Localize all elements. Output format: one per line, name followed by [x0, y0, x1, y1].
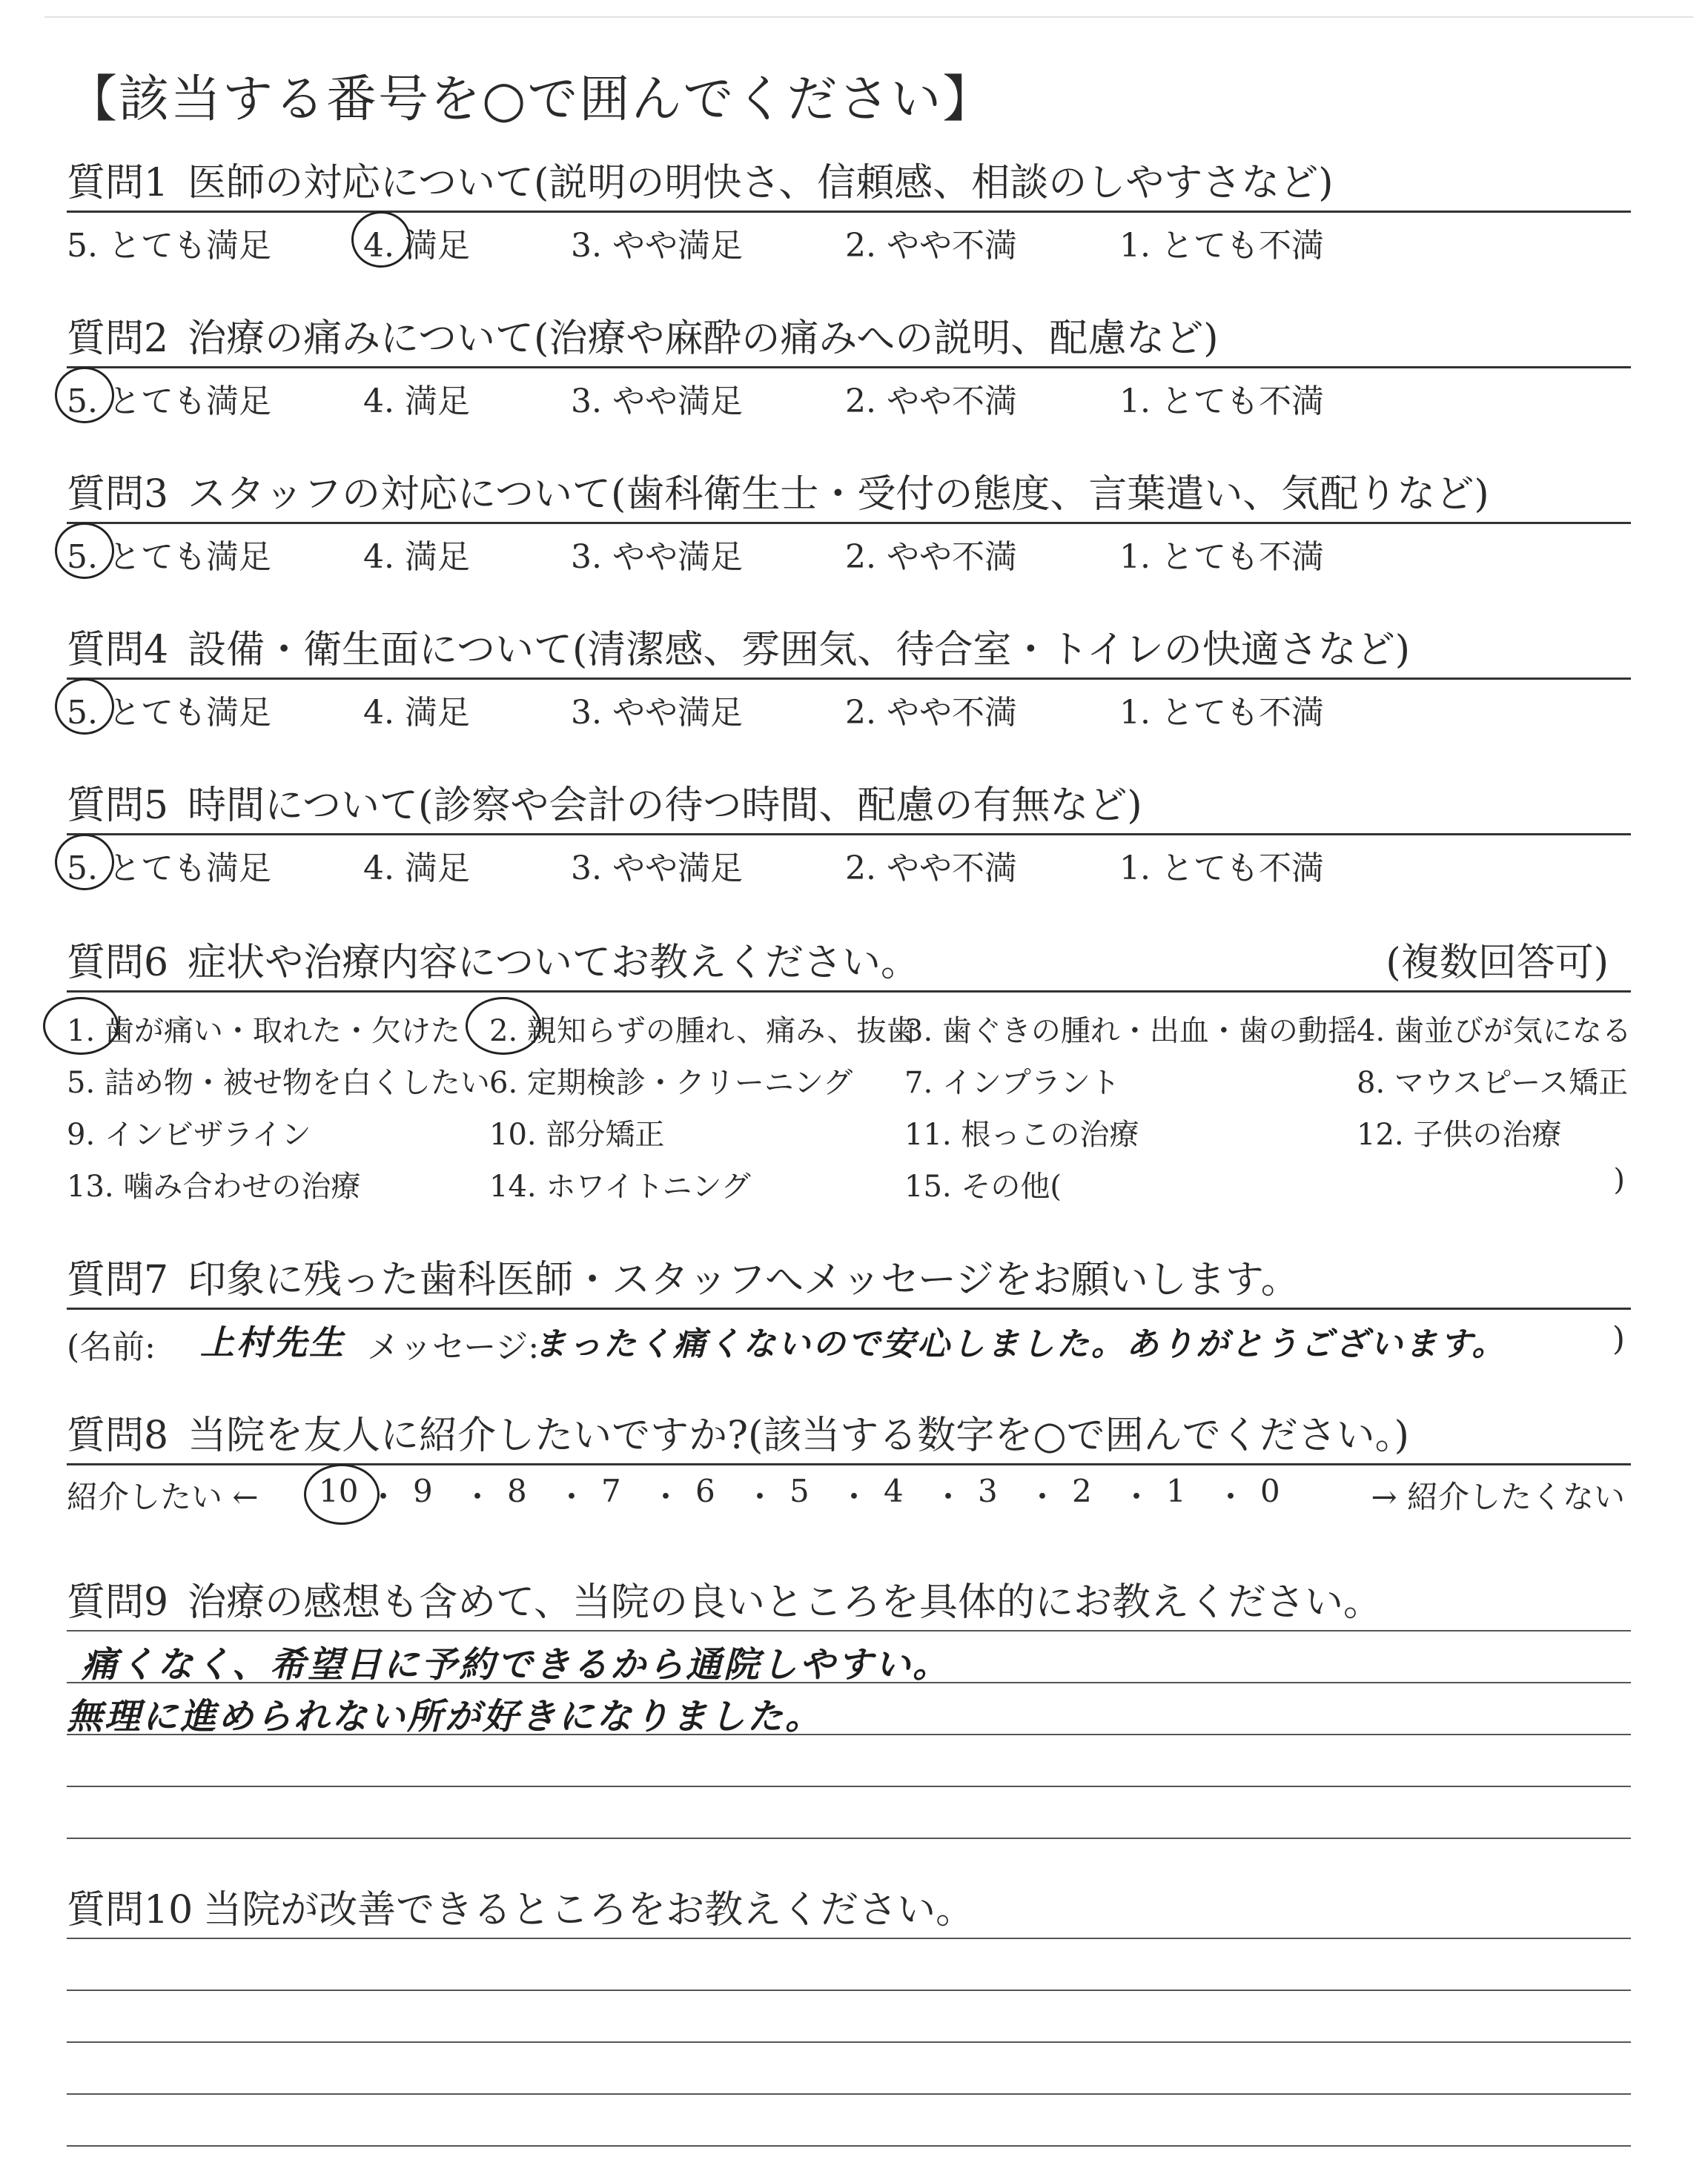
question-9: [67, 1575, 1631, 1897]
writing-line: [67, 1838, 1631, 1839]
rating-option[interactable]: 4. 満足: [363, 227, 470, 265]
question-5: [67, 778, 1631, 887]
rating-option[interactable]: 5. とても満足: [67, 382, 271, 420]
rating-option[interactable]: 3. やや満足: [571, 382, 743, 420]
symptom-option[interactable]: 9. インビザライン: [67, 1118, 311, 1152]
answer-line-1[interactable]: 痛くなく、希望日に予約できるから通院しやすい。: [82, 1644, 951, 1686]
question-number: 質問4: [67, 628, 169, 672]
question-text: スタッフの対応について(歯科衛生士・受付の態度、言葉遣い、気配りなど): [188, 472, 1489, 517]
rating-option[interactable]: 1. とても不満: [1119, 849, 1324, 887]
scale-value[interactable]: 9: [413, 1473, 433, 1509]
question-number: 質問8: [67, 1414, 169, 1458]
page-title: 【該当する番号を○で囲んでください】: [67, 70, 995, 129]
symptom-option[interactable]: 11. 根っこの治療: [904, 1118, 1139, 1152]
rating-option[interactable]: 5. とても満足: [67, 694, 271, 732]
writing-line: [67, 1786, 1631, 1787]
scale-separator: ・: [1215, 1479, 1247, 1515]
symptom-options: [67, 993, 1631, 1207]
scale-value[interactable]: 2: [1072, 1473, 1092, 1509]
close-paren: ): [1612, 1320, 1625, 1358]
symptom-option[interactable]: 10. 部分矯正: [489, 1118, 665, 1152]
rating-options: [67, 680, 1631, 732]
scale-value[interactable]: 10: [319, 1473, 359, 1509]
question-number: 質問5: [67, 784, 169, 828]
question-text: 設備・衛生面について(清潔感、雰囲気、待合室・トイレの快適さなど): [188, 628, 1411, 672]
symptom-option[interactable]: 15. その他(: [904, 1170, 1062, 1204]
question-text: 治療の感想も含めて、当院の良いところを具体的にお教えください。: [188, 1580, 1383, 1625]
rating-option[interactable]: 3. やや満足: [571, 538, 743, 576]
question-3: [67, 467, 1631, 576]
symptom-option[interactable]: 14. ホワイトニング: [489, 1170, 751, 1204]
scale-separator: ・: [462, 1479, 494, 1515]
question-number: 質問2: [67, 317, 169, 361]
scale-left-label: 紹介したい ←: [67, 1479, 259, 1515]
symptom-option[interactable]: 1. 歯が痛い・取れた・欠けた: [67, 1014, 460, 1048]
scale-value[interactable]: 0: [1260, 1473, 1280, 1509]
writing-line: [67, 2041, 1631, 2043]
answer-lines: [67, 1938, 1631, 2160]
staff-name[interactable]: 上村先生: [200, 1322, 345, 1362]
writing-line: [67, 1938, 1631, 1939]
rating-option[interactable]: 2. やや不満: [845, 227, 1017, 265]
rating-options: [67, 835, 1631, 887]
rating-option[interactable]: 5. とても満足: [67, 227, 271, 265]
symptom-option[interactable]: 12. 子供の治療: [1357, 1118, 1562, 1152]
multiple-answer-note: (複数回答可): [1386, 941, 1609, 985]
symptom-option[interactable]: 2. 親知らずの腫れ、痛み、抜歯: [489, 1014, 916, 1048]
question-6-title: [67, 935, 1631, 990]
page-top-edge: [44, 16, 1693, 18]
name-label: (名前:: [67, 1328, 156, 1366]
question-number: 質問6: [67, 941, 169, 985]
rating-option[interactable]: 4. 満足: [363, 694, 470, 732]
rating-option[interactable]: 1. とても不満: [1119, 227, 1324, 265]
scale-right-label: → 紹介したくない: [1371, 1479, 1625, 1515]
writing-line: [67, 1630, 1631, 1631]
message-line: [67, 1310, 1631, 1369]
question-number: 質問7: [67, 1258, 169, 1302]
question-text: 治療の痛みについて(治療や麻酔の痛みへの説明、配慮など): [188, 317, 1219, 361]
question-2-title: [67, 311, 1631, 366]
scale-separator: ・: [838, 1479, 870, 1515]
question-text: 印象に残った歯科医師・スタッフへメッセージをお願いします。: [188, 1258, 1300, 1302]
question-number: 質問3: [67, 472, 169, 517]
rating-option[interactable]: 1. とても不満: [1119, 694, 1324, 732]
rating-option[interactable]: 4. 満足: [363, 849, 470, 887]
rating-options: [67, 524, 1631, 576]
rating-option[interactable]: 2. やや不満: [845, 538, 1017, 576]
question-3-title: [67, 467, 1631, 522]
symptom-option[interactable]: 6. 定期検診・クリーニング: [489, 1066, 853, 1100]
rating-option[interactable]: 3. やや満足: [571, 849, 743, 887]
question-2: [67, 311, 1631, 420]
rating-option[interactable]: 5. とても満足: [67, 538, 271, 576]
scale-separator: ・: [368, 1479, 400, 1515]
rating-option[interactable]: 2. やや不満: [845, 694, 1017, 732]
writing-line: [67, 1682, 1631, 1683]
symptom-option[interactable]: 7. インプラント: [904, 1066, 1120, 1100]
question-8-title: [67, 1408, 1631, 1463]
question-text: 当院を友人に紹介したいですか?(該当する数字を○で囲んでください。): [188, 1414, 1409, 1458]
question-text: 医師の対応について(説明の明快さ、信頼感、相談のしやすさなど): [188, 161, 1334, 205]
symptom-option[interactable]: 5. 詰め物・被せ物を白くしたい: [67, 1066, 490, 1100]
writing-line: [67, 1734, 1631, 1735]
question-8: [67, 1408, 1631, 1525]
question-6: [67, 935, 1631, 1207]
question-1-title: [67, 156, 1631, 211]
question-text: 時間について(診察や会計の待つ時間、配慮の有無など): [188, 784, 1142, 828]
scale-value[interactable]: 8: [507, 1473, 527, 1509]
scale-value[interactable]: 5: [790, 1473, 810, 1509]
question-10: [67, 1883, 1631, 2160]
other-close-paren: ): [1613, 1163, 1625, 1197]
question-4-title: [67, 623, 1631, 678]
writing-line: [67, 2093, 1631, 2095]
question-text: 症状や治療内容についてお教えください。: [188, 941, 920, 985]
question-number: 質問10: [67, 1888, 193, 1932]
question-4: [67, 623, 1631, 732]
scale-value[interactable]: 7: [601, 1473, 621, 1509]
question-5-title: [67, 778, 1631, 833]
message-label: メッセージ:: [367, 1328, 540, 1366]
symptom-option[interactable]: 3. 歯ぐきの腫れ・出血・歯の動揺: [904, 1014, 1357, 1048]
rating-option[interactable]: 5. とても満足: [67, 849, 271, 887]
question-7-title: [67, 1253, 1631, 1308]
writing-line: [67, 1990, 1631, 1991]
scale-value[interactable]: 6: [695, 1473, 715, 1509]
rating-option[interactable]: 3. やや満足: [571, 694, 743, 732]
recommend-scale: [67, 1465, 1631, 1525]
question-1: [67, 156, 1631, 265]
question-10-title: [67, 1883, 1631, 1938]
symptom-option[interactable]: 4. 歯並びが気になる: [1357, 1014, 1632, 1048]
answer-line-2[interactable]: 無理に進められない所が好きになりました。: [67, 1696, 824, 1737]
message-text[interactable]: まったく痛くないので安心しました。ありがとうございます。: [534, 1325, 1507, 1363]
rating-option[interactable]: 4. 満足: [363, 382, 470, 420]
answer-lines: [67, 1630, 1631, 1897]
question-number: 質問1: [67, 161, 169, 205]
scale-separator: ・: [744, 1479, 776, 1515]
rating-option[interactable]: 4. 満足: [363, 538, 470, 576]
question-9-title: [67, 1575, 1631, 1630]
scale-separator: ・: [1027, 1479, 1059, 1515]
scale-separator: ・: [556, 1479, 588, 1515]
scale-value[interactable]: 4: [884, 1473, 904, 1509]
symptom-option[interactable]: 8. マウスピース矯正: [1357, 1066, 1629, 1100]
scale-value[interactable]: 1: [1166, 1473, 1186, 1509]
scale-separator: ・: [1121, 1479, 1153, 1515]
symptom-option[interactable]: 13. 噛み合わせの治療: [67, 1170, 361, 1204]
scale-separator: ・: [933, 1479, 964, 1515]
writing-line: [67, 2145, 1631, 2147]
rating-option[interactable]: 1. とても不満: [1119, 382, 1324, 420]
question-7: [67, 1253, 1631, 1369]
rating-option[interactable]: 3. やや満足: [571, 227, 743, 265]
rating-option[interactable]: 2. やや不満: [845, 382, 1017, 420]
scale-separator: ・: [650, 1479, 682, 1515]
rating-option[interactable]: 1. とても不満: [1119, 538, 1324, 576]
rating-options: [67, 368, 1631, 420]
question-number: 質問9: [67, 1580, 169, 1625]
rating-options: [67, 213, 1631, 265]
rating-option[interactable]: 2. やや不満: [845, 849, 1017, 887]
question-text: 当院が改善できるところをお教えください。: [203, 1888, 975, 1932]
scale-value[interactable]: 3: [978, 1473, 998, 1509]
